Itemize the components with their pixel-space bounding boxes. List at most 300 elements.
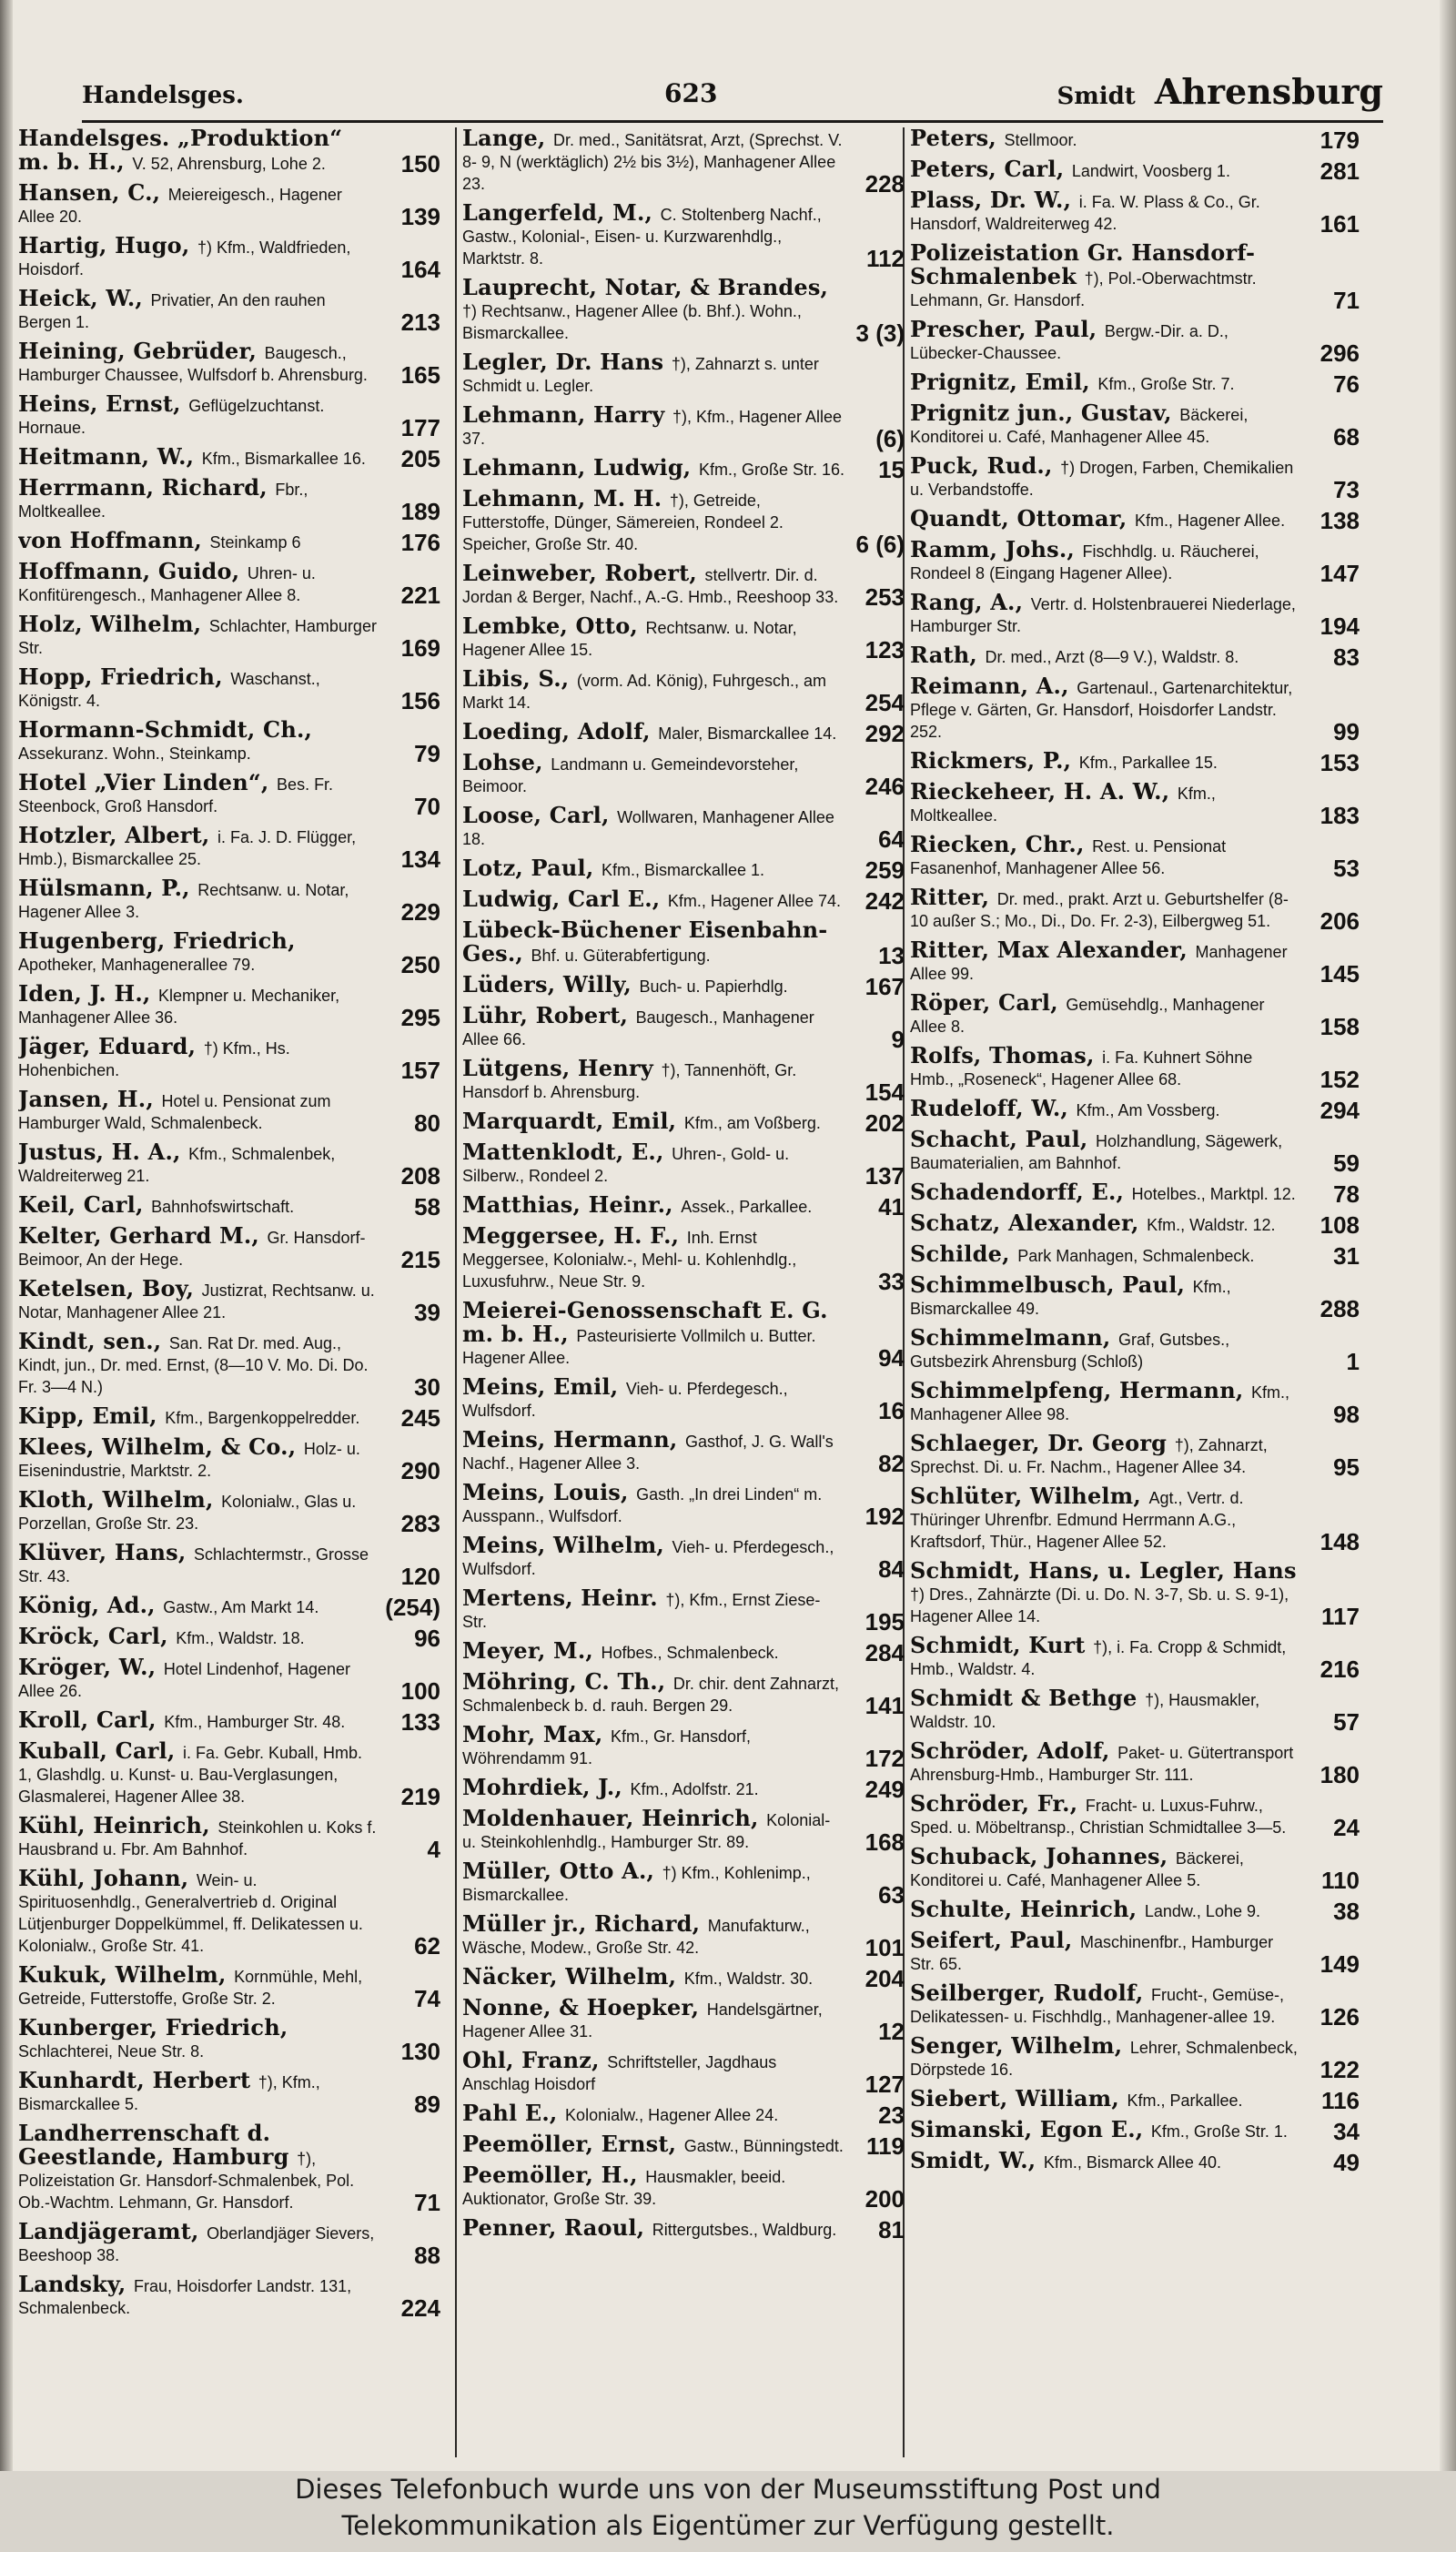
phone-number: 15 xyxy=(878,456,905,483)
subscriber-details: i. Fa. J. D. Flügger, Hmb.), Bismarckallee 25. xyxy=(18,828,357,868)
subscriber-name: Kukuk, Wilhelm, xyxy=(18,1961,235,1988)
subscriber-details: Bhf. u. Güterabfertigung. xyxy=(531,947,711,965)
phone-number: 80 xyxy=(414,1109,440,1137)
phone-number: 150 xyxy=(400,150,440,177)
subscriber-details: V. 52, Ahrensburg, Lohe 2. xyxy=(132,155,326,173)
phone-number: 294 xyxy=(1320,1097,1360,1124)
subscriber-name: Nonne, & Hoepker, xyxy=(462,1994,707,2020)
directory-entry xyxy=(910,400,1365,451)
subscriber-details: Rittergutsbes., Waldburg. xyxy=(652,2221,837,2239)
directory-entry xyxy=(910,642,1365,671)
phone-number: 177 xyxy=(400,414,440,441)
subscriber-name: Schacht, Paul, xyxy=(910,1126,1097,1152)
subscriber-name: Heick, W., xyxy=(18,285,151,311)
directory-entry xyxy=(910,1896,1365,1925)
directory-entry xyxy=(910,1271,1365,1322)
subscriber-name: Jäger, Eduard, xyxy=(18,1033,204,1059)
subscriber-name: Schröder, Fr., xyxy=(910,1790,1086,1817)
phone-number: 216 xyxy=(1320,1656,1360,1683)
directory-entry xyxy=(462,127,910,195)
subscriber-details: Dr. chir. dent Zahnarzt, Schmalenbeck b. d. rauh. Bergen 29. xyxy=(462,1675,839,1715)
subscriber-name: Lüders, Willy, xyxy=(462,971,640,998)
phone-number: 108 xyxy=(1320,1211,1360,1239)
subscriber-details: Gastw., Bünningstedt. xyxy=(683,2137,844,2155)
subscriber-name: Kipp, Emil, xyxy=(18,1403,166,1429)
phone-number: 202 xyxy=(864,1109,905,1137)
footer-notice xyxy=(0,2471,1456,2552)
subscriber-name: Peters, Carl, xyxy=(910,156,1072,182)
subscriber-name: Ritter, Max Alexander, xyxy=(910,937,1196,963)
footer-line-1: Dieses Telefonbuch wurde uns von der Museumsstiftung Post und xyxy=(295,2474,1161,2505)
subscriber-details: Kfm., Waldstr. 18. xyxy=(176,1629,305,1647)
subscriber-name: Schimmelpfeng, Hermann, xyxy=(910,1377,1251,1403)
subscriber-name: Meins, Emil, xyxy=(462,1373,626,1400)
subscriber-name: Heins, Ernst, xyxy=(18,390,189,417)
directory-entry xyxy=(462,971,910,1000)
phone-number: 59 xyxy=(1333,1149,1360,1177)
phone-number: 148 xyxy=(1320,1528,1360,1555)
phone-number: 134 xyxy=(400,846,440,873)
subscriber-name: Rang, A., xyxy=(910,589,1031,615)
directory-entry xyxy=(18,474,446,525)
subscriber-details: Vieh- u. Pferdegesch., Wulfsdorf. xyxy=(462,1538,834,1578)
directory-entry xyxy=(18,2014,446,2065)
subscriber-details: †), Hausmakler, Waldstr. 10. xyxy=(910,1691,1260,1731)
subscriber-details: Hotelbes., Marktpl. 12. xyxy=(1131,1185,1296,1203)
phone-number: 290 xyxy=(400,1457,440,1484)
footer-line-2: Telekommunikation als Eigentümer zur Verfügung gestellt. xyxy=(341,2510,1115,2541)
subscriber-details: Paket- u. Gütertransport Ahrensburg-Hmb., Hamburger Str. 111. xyxy=(910,1744,1294,1784)
subscriber-details: Gasthof, J. G. Wall's Nachf., Hagener Allee 3. xyxy=(462,1433,834,1473)
subscriber-name: Moldenhauer, Heinrich, xyxy=(462,1805,767,1831)
phone-number: 57 xyxy=(1333,1708,1360,1736)
phone-number: 259 xyxy=(864,856,905,884)
header-range xyxy=(1057,71,1383,112)
subscriber-name: Kühl, Heinrich, xyxy=(18,1812,218,1838)
phone-number: 164 xyxy=(400,256,440,283)
directory-entry xyxy=(18,611,446,662)
phone-number: 165 xyxy=(400,361,440,389)
directory-entry xyxy=(910,2085,1365,2114)
directory-entry xyxy=(910,1927,1365,1978)
subscriber-details: Hofbes., Schmalenbeck. xyxy=(601,1644,779,1662)
subscriber-details: Privatier, An den rauhen Bergen 1. xyxy=(18,291,326,331)
subscriber-details: Handelsgärtner, Hagener Allee 31. xyxy=(462,2000,823,2041)
subscriber-name: Kelter, Gerhard M., xyxy=(18,1222,268,1249)
directory-entry xyxy=(462,749,910,800)
directory-entry xyxy=(462,1994,910,2045)
directory-entry xyxy=(910,1685,1365,1736)
phone-number: 120 xyxy=(400,1563,440,1590)
subscriber-name: Riecken, Chr., xyxy=(910,831,1093,857)
subscriber-details: Vieh- u. Pferdegesch., Wulfsdorf. xyxy=(462,1380,788,1420)
subscriber-details: Kfm., Bismarck Allee 40. xyxy=(1043,2153,1221,2172)
directory-entry xyxy=(910,369,1365,398)
phone-number: 204 xyxy=(864,1965,905,1992)
phone-number: 283 xyxy=(400,1510,440,1537)
directory-entry xyxy=(910,989,1365,1040)
subscriber-name: Legler, Dr. Hans xyxy=(462,349,672,375)
directory-entry xyxy=(18,1706,446,1736)
subscriber-details: San. Rat Dr. med. Aug., Kindt, jun., Dr. med. Ernst, (8—10 V. Mo. Di. Do. Fr. 3—4 N.) xyxy=(18,1334,369,1396)
directory-entry xyxy=(462,199,910,272)
subscriber-name: Ludwig, Carl E., xyxy=(462,886,668,912)
directory-entry xyxy=(910,1843,1365,1894)
subscriber-name: Kindt, sen., xyxy=(18,1328,169,1354)
subscriber-name: Kloth, Wilhelm, xyxy=(18,1486,222,1513)
subscriber-name: Lübeck-Büchener Eisenbahn-Ges., xyxy=(462,916,828,967)
phone-number: 63 xyxy=(878,1881,905,1909)
phone-number: 194 xyxy=(1320,613,1360,640)
subscriber-details: Kolonialw., Hagener Allee 24. xyxy=(565,2106,779,2124)
subscriber-details: Waschanst., Königstr. 4. xyxy=(18,670,320,710)
directory-entry xyxy=(910,1377,1365,1428)
phone-number: 64 xyxy=(878,825,905,853)
subscriber-details: Gr. Hansdorf-Beimoor, An der Hege. xyxy=(18,1229,366,1269)
subscriber-details: Uhren-, Gold- u. Silberw., Rondeel 2. xyxy=(462,1145,790,1185)
subscriber-details: Kolonialw., Glas u. Porzellan, Große Str. 23. xyxy=(18,1493,357,1533)
directory-entry xyxy=(18,1275,446,1326)
subscriber-name: Landsky, xyxy=(18,2271,134,2297)
subscriber-details: Kfm., Am Vossberg. xyxy=(1076,1101,1220,1119)
subscriber-details: †) Dres., Zahnärzte (Di. u. Do. N. 3-7, Sb. u. S. 9-1), Hagener Allee 14. xyxy=(910,1585,1289,1625)
directory-entry xyxy=(18,1033,446,1084)
subscriber-details: Dr. med., prakt. Arzt u. Geburtshelfer (8-10 außer S.; Mo., Di., Do. Fr. 2-3), Eilbergweg 51. xyxy=(910,890,1289,930)
page-header xyxy=(82,71,1383,123)
subscriber-details: Kfm., Adolfstr. 21. xyxy=(630,1780,759,1798)
directory-entry xyxy=(462,2100,910,2129)
phone-number: 110 xyxy=(1321,1867,1360,1894)
phone-number: 180 xyxy=(1320,1761,1360,1788)
directory-entry xyxy=(18,663,446,714)
directory-entry xyxy=(18,1222,446,1273)
directory-entry xyxy=(18,285,446,336)
directory-entry xyxy=(18,232,446,283)
subscriber-name: Mattenklodt, E., xyxy=(462,1139,672,1165)
directory-entry xyxy=(910,452,1365,503)
subscriber-name: Peemöller, Ernst, xyxy=(462,2131,684,2157)
subscriber-details: Uhren- u. Konfitürengesch., Manhagener Allee 8. xyxy=(18,564,316,604)
phone-number: 221 xyxy=(400,582,440,609)
directory-entry xyxy=(18,1654,446,1705)
phone-number: 168 xyxy=(864,1828,905,1856)
directory-entry xyxy=(18,927,446,978)
subscriber-name: Meins, Wilhelm, xyxy=(462,1532,672,1558)
directory-entry xyxy=(910,2116,1365,2145)
subscriber-name: Handelsges. „Produktion“ m. b. H., xyxy=(18,127,343,175)
directory-entry xyxy=(910,589,1365,640)
phone-number: 176 xyxy=(400,529,440,556)
phone-number: 49 xyxy=(1333,2149,1360,2176)
phone-number: 123 xyxy=(864,636,905,663)
subscriber-details: i. Fa. Gebr. Kuball, Hmb. 1, Glashdlg. u. Kunst- u. Bau-Verglasungen, Glasmalerei, Hagener Allee 38. xyxy=(18,1744,363,1806)
subscriber-details: Kfm., Manhagener Allee 98. xyxy=(910,1383,1289,1423)
directory-entry xyxy=(18,980,446,1031)
subscriber-name: Meyer, M., xyxy=(462,1637,602,1664)
subscriber-name: Lehmann, Harry xyxy=(462,401,672,428)
directory-entry xyxy=(910,2032,1365,2083)
header-place-name: Ahrensburg xyxy=(1154,71,1383,112)
subscriber-details: Gasth. „In drei Linden“ m. Ausspann., Wulfsdorf. xyxy=(462,1485,823,1525)
subscriber-name: Hormann-Schmidt, Ch., xyxy=(18,716,313,743)
directory-entry xyxy=(462,1774,910,1803)
subscriber-details: Wein- u. Spirituosenhdlg., Generalvertrieb d. Original Lütjenburger Doppelkümmel, ff. Delikatessen u. Kolonialw., Große Str. 41. xyxy=(18,1871,363,1955)
directory-entry xyxy=(18,2218,446,2269)
subscriber-details: Rechtsanw. u. Notar, Hagener Allee 3. xyxy=(18,881,349,921)
subscriber-name: Quandt, Ottomar, xyxy=(910,505,1135,532)
subscriber-name: Justus, H. A., xyxy=(18,1139,189,1165)
subscriber-details: Hausmakler, beeid. Auktionator, Große Str. 39. xyxy=(462,2168,786,2208)
directory-entry xyxy=(462,1668,910,1719)
phone-number: 179 xyxy=(1320,127,1360,154)
phone-number: 76 xyxy=(1333,370,1360,398)
directory-entry xyxy=(910,1042,1365,1093)
subscriber-name: Pahl E., xyxy=(462,2100,566,2126)
subscriber-details: †), Kfm., Ernst Ziese-Str. xyxy=(462,1591,821,1631)
phone-number: 53 xyxy=(1333,855,1360,882)
directory-entry xyxy=(910,1095,1365,1124)
subscriber-name: Röper, Carl, xyxy=(910,989,1067,1016)
subscriber-name: Mertens, Heinr. xyxy=(462,1585,666,1611)
directory-entry xyxy=(462,2214,910,2243)
subscriber-name: Klees, Wilhelm, & Co., xyxy=(18,1433,304,1460)
directory-entry xyxy=(462,1055,910,1106)
phone-number: 284 xyxy=(864,1639,905,1666)
subscriber-details: Bahnhofswirtschaft. xyxy=(151,1198,295,1216)
subscriber-details: Kfm., Hagener Allee 74. xyxy=(667,892,842,910)
subscriber-name: Holz, Wilhelm, xyxy=(18,611,209,637)
phone-number: 169 xyxy=(400,634,440,662)
phone-number: 228 xyxy=(864,170,905,197)
directory-entry xyxy=(910,156,1365,185)
page-edge-shadow xyxy=(1440,0,1456,2471)
phone-number: 152 xyxy=(1320,1066,1360,1093)
directory-entry xyxy=(462,2047,910,2098)
directory-entry xyxy=(910,1557,1365,1630)
directory-entry xyxy=(910,1324,1365,1375)
subscriber-details: Kornmühle, Mehl, Getreide, Futterstoffe, Große Str. 2. xyxy=(18,1968,363,2008)
subscriber-details: Landw., Lohe 9. xyxy=(1144,1902,1260,1920)
phone-number: 137 xyxy=(864,1162,905,1190)
subscriber-details: Baugesch., Manhagener Allee 66. xyxy=(462,1008,814,1048)
directory-entry xyxy=(910,1179,1365,1208)
subscriber-name: Lütgens, Henry xyxy=(462,1055,662,1081)
directory-entry xyxy=(910,239,1365,314)
subscriber-details: Pasteurisierte Vollmilch u. Butter. Hagener Allee. xyxy=(462,1327,816,1367)
subscriber-details: Maschinenfbr., Hamburger Str. 65. xyxy=(910,1933,1274,1973)
directory-entry xyxy=(462,718,910,747)
directory-entry xyxy=(18,1737,446,1810)
directory-entry xyxy=(462,1426,910,1477)
subscriber-name: Plass, Dr. W., xyxy=(910,187,1079,213)
subscriber-details: Kfm., Schmalenbek, Waldreiterweg 21. xyxy=(18,1145,336,1185)
subscriber-name: Heitmann, W., xyxy=(18,443,202,470)
subscriber-details: i. Fa. Kuhnert Söhne Hmb., „Roseneck“, Hagener Allee 68. xyxy=(910,1048,1253,1089)
phone-number: 99 xyxy=(1333,718,1360,745)
subscriber-name: Schlaeger, Dr. Georg xyxy=(910,1430,1175,1456)
subscriber-details: Oberlandjäger Sievers, Beeshoop 38. xyxy=(18,2224,375,2264)
subscriber-name: Klüver, Hans, xyxy=(18,1539,194,1565)
subscriber-details: Landmann u. Gemeindevorsteher, Beimoor. xyxy=(462,755,799,795)
subscriber-name: Prescher, Paul, xyxy=(910,316,1105,342)
subscriber-name: Schuback, Johannes, xyxy=(910,1843,1176,1869)
directory-entry xyxy=(462,1108,910,1137)
phone-number: 73 xyxy=(1333,476,1360,503)
subscriber-name: Hülsmann, P., xyxy=(18,875,198,901)
subscriber-details: †) Kfm., Waldfrieden, Hoisdorf. xyxy=(18,238,351,278)
subscriber-name: Siebert, William, xyxy=(910,2085,1127,2111)
phone-number: 98 xyxy=(1333,1401,1360,1428)
directory-entry xyxy=(910,747,1365,776)
directory-entry xyxy=(462,665,910,716)
subscriber-name: Lehmann, Ludwig, xyxy=(462,454,699,481)
subscriber-details: Graf, Gutsbes., Gutsbezirk Ahrensburg (Schloß) xyxy=(910,1331,1230,1371)
subscriber-name: Näcker, Wilhelm, xyxy=(462,1963,684,1990)
directory-entry xyxy=(910,939,1365,985)
subscriber-details: Stellmoor. xyxy=(1004,131,1077,149)
directory-entry xyxy=(910,536,1365,587)
phone-number: 13 xyxy=(878,942,905,969)
phone-number: 112 xyxy=(866,245,905,272)
subscriber-details: Landwirt, Voosberg 1. xyxy=(1071,162,1230,180)
subscriber-name: Matthias, Heinr., xyxy=(462,1191,682,1218)
phone-number: 9 xyxy=(891,1026,905,1053)
directory-entry xyxy=(18,1539,446,1590)
subscriber-details: Fracht- u. Luxus-Fuhrw., Sped. u. Möbeltransp., Christian Schmidtallee 3—5. xyxy=(910,1797,1287,1837)
phone-number: 58 xyxy=(414,1193,440,1220)
subscriber-name: Hartig, Hugo, xyxy=(18,232,197,258)
subscriber-name: Ramm, Johs., xyxy=(910,536,1083,562)
subscriber-details: Holz- u. Eisenindustrie, Marktstr. 2. xyxy=(18,1440,360,1480)
header-last-entry: Smidt xyxy=(1057,83,1136,110)
phone-number: 3 (3) xyxy=(855,319,905,347)
directory-entry xyxy=(910,1737,1365,1788)
phone-number: 94 xyxy=(878,1344,905,1372)
phone-number: (6) xyxy=(875,425,905,452)
directory-entry xyxy=(910,2147,1365,2176)
subscriber-details: Vertr. d. Holstenbrauerei Niederlage, Hamburger Str. xyxy=(910,595,1296,635)
directory-entry xyxy=(462,1910,910,1961)
phone-number: 71 xyxy=(414,2189,440,2216)
subscriber-details: Assek., Parkallee. xyxy=(681,1198,813,1216)
subscriber-name: Simanski, Egon E., xyxy=(910,2116,1151,2142)
subscriber-details: †) Rechtsanw., Hagener Allee (b. Bhf.). Wohn., Bismarckallee. xyxy=(462,302,802,342)
subscriber-name: Keil, Carl, xyxy=(18,1191,152,1218)
subscriber-details: Fbr., Moltkeallee. xyxy=(18,481,308,521)
directory-entry xyxy=(18,1433,446,1484)
phone-number: 126 xyxy=(1320,2003,1360,2030)
subscriber-details: Kfm., Bismarckallee 1. xyxy=(601,861,765,879)
phone-number: 33 xyxy=(878,1268,905,1295)
subscriber-details: Wollwaren, Manhagener Allee 18. xyxy=(462,808,834,848)
directory-entry xyxy=(18,127,446,175)
subscriber-name: Senger, Wilhelm, xyxy=(910,2032,1130,2059)
directory-entry xyxy=(910,1632,1365,1683)
subscriber-details: †), i. Fa. Cropp & Schmidt, Hmb., Waldstr. 4. xyxy=(910,1638,1287,1678)
subscriber-name: Kroll, Carl, xyxy=(18,1706,165,1733)
phone-number: 192 xyxy=(864,1503,905,1530)
phone-number: 12 xyxy=(878,2018,905,2045)
phone-number: 100 xyxy=(400,1677,440,1705)
subscriber-details: Steinkohlen u. Koks f. Hausbrand u. Fbr. Am Bahnhof. xyxy=(18,1818,377,1858)
subscriber-details: Fischhdlg. u. Räucherei, Rondeel 8 (Eingang Hagener Allee). xyxy=(910,542,1259,582)
directory-entry xyxy=(18,2271,446,2322)
subscriber-details: Kfm., Große Str. 16. xyxy=(698,461,844,479)
phone-number: 138 xyxy=(1320,507,1360,534)
subscriber-name: Loose, Carl, xyxy=(462,802,618,828)
directory-entry xyxy=(462,1637,910,1666)
phone-number: 292 xyxy=(864,720,905,747)
subscriber-name: Rieckeheer, H. A. W., xyxy=(910,778,1178,805)
directory-entry xyxy=(18,1086,446,1137)
subscriber-name: Mohr, Max, xyxy=(462,1721,611,1747)
phone-number: 183 xyxy=(1320,802,1360,829)
phone-number: 156 xyxy=(400,687,440,714)
directory-entry xyxy=(910,1982,1365,2028)
directory-entry xyxy=(910,1790,1365,1841)
phone-number: 71 xyxy=(1333,287,1360,314)
phone-number: 130 xyxy=(400,2038,440,2065)
phone-number: 39 xyxy=(414,1299,440,1326)
subscriber-details: Gemüsehdlg., Manhagener Allee 8. xyxy=(910,996,1265,1036)
subscriber-details: Kfm., Hagener Allee. xyxy=(1134,511,1286,530)
subscriber-name: Kröger, W., xyxy=(18,1654,164,1680)
phone-number: 139 xyxy=(400,203,440,230)
subscriber-details: †) Drogen, Farben, Chemikalien u. Verbandstoffe. xyxy=(910,459,1294,499)
directory-entry xyxy=(462,1805,910,1856)
directory-entry xyxy=(462,485,910,558)
directory-entry xyxy=(18,1592,446,1621)
subscriber-name: Lange, xyxy=(462,127,554,151)
phone-number: 213 xyxy=(400,309,440,336)
subscriber-details: Justizrat, Rechtsanw. u. Notar, Manhagener Allee 21. xyxy=(18,1281,375,1322)
subscriber-details: Manhagener Allee 99. xyxy=(910,943,1288,983)
subscriber-details: Holzhandlung, Sägewerk, Baumaterialien, am Bahnhof. xyxy=(910,1132,1283,1172)
phone-number: 1 xyxy=(1346,1348,1360,1375)
subscriber-details: Kfm., Große Str. 1. xyxy=(1150,2122,1288,2141)
phone-number: 157 xyxy=(400,1057,440,1084)
subscriber-details: Kfm., Waldstr. 12. xyxy=(1147,1216,1276,1234)
subscriber-details: Dr. med., Sanitätsrat, Arzt, (Sprechst. V. 8- 9, N (werktäglich) 2½ bis 3½), Manhagener Allee 23. xyxy=(462,131,843,193)
phone-number: (254) xyxy=(385,1594,440,1621)
directory-entry xyxy=(18,1623,446,1652)
subscriber-details: Bes. Fr. Steenbock, Groß Hansdorf. xyxy=(18,775,334,815)
phone-number: 101 xyxy=(864,1934,905,1961)
directory-entry xyxy=(18,2067,446,2118)
phone-number: 296 xyxy=(1320,339,1360,367)
subscriber-name: Schmidt & Bethge xyxy=(910,1685,1146,1711)
phone-number: 167 xyxy=(864,973,905,1000)
phone-number: 96 xyxy=(414,1625,440,1652)
subscriber-details: Park Manhagen, Schmalenbeck. xyxy=(1017,1247,1255,1265)
phone-number: 41 xyxy=(878,1193,905,1220)
subscriber-details: Kolonial- u. Steinkohlenhdlg., Hamburger Str. 89. xyxy=(462,1811,831,1851)
subscriber-name: Rolfs, Thomas, xyxy=(910,1042,1103,1068)
subscriber-name: Schimmelbusch, Paul, xyxy=(910,1271,1193,1298)
subscriber-name: Libis, S., xyxy=(462,665,577,692)
directory-column-2 xyxy=(462,127,910,2460)
directory-entry xyxy=(462,615,910,661)
subscriber-name: Peemöller, H., xyxy=(462,2162,646,2188)
subscriber-name: von Hoffmann, xyxy=(18,527,210,553)
phone-number: 281 xyxy=(1320,157,1360,185)
subscriber-name: Lühr, Robert, xyxy=(462,1002,636,1028)
subscriber-name: Meins, Hermann, xyxy=(462,1426,685,1453)
directory-entry xyxy=(18,558,446,609)
subscriber-details: Schlachter, Hamburger Str. xyxy=(18,617,377,657)
subscriber-name: Hotzler, Albert, xyxy=(18,822,218,848)
subscriber-details: Kfm., am Voßberg. xyxy=(683,1114,821,1132)
